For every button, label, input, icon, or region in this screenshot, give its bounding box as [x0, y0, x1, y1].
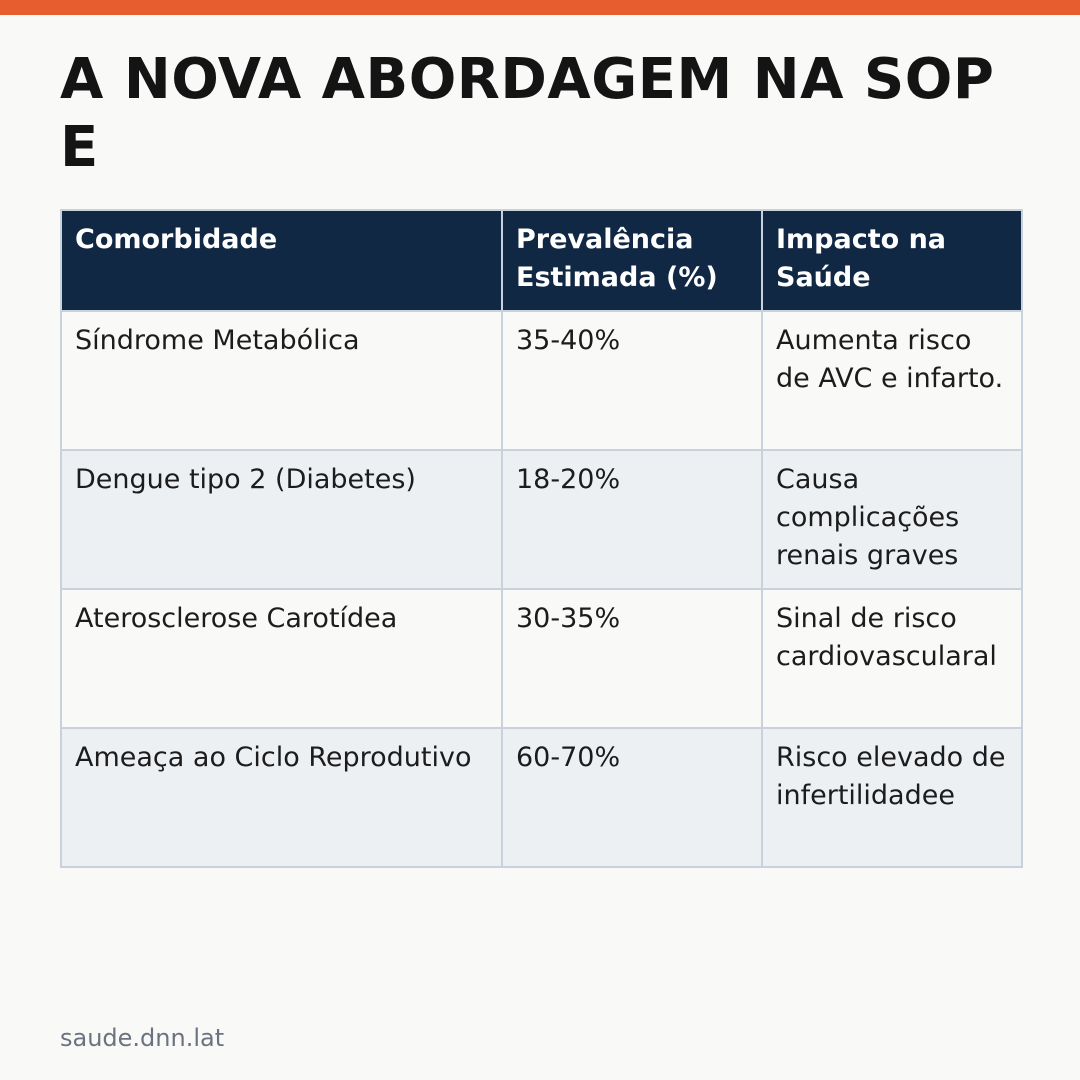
cell-prevalencia: 35-40%	[502, 311, 762, 450]
cell-comorbidade: Dengue tipo 2 (Diabetes)	[61, 450, 502, 589]
site-url: saude.dnn.lat	[60, 1024, 225, 1052]
page-title: A NOVA ABORDAGEM NA SOP E	[60, 47, 995, 180]
comorbidity-table	[60, 209, 1023, 868]
top-accent-bar	[0, 0, 1080, 15]
cell-impacto: Risco elevado de infertilidadee	[762, 728, 1022, 867]
table-body	[61, 311, 1022, 867]
table-row	[61, 589, 1022, 728]
table-header	[61, 210, 1022, 311]
cell-prevalencia: 30-35%	[502, 589, 762, 728]
cell-impacto: Sinal de risco cardiovascularal	[762, 589, 1022, 728]
column-header-impacto: Impacto na Saúde	[762, 210, 1022, 311]
table-header-row	[61, 210, 1022, 311]
table-row	[61, 311, 1022, 450]
column-header-comorbidade: Comorbidade	[61, 210, 502, 311]
cell-prevalencia: 18-20%	[502, 450, 762, 589]
column-header-prevalencia: Prevalência Estimada (%)	[502, 210, 762, 311]
cell-impacto: Aumenta risco de AVC e infarto.	[762, 311, 1022, 450]
table-row	[61, 450, 1022, 589]
cell-comorbidade: Síndrome Metabólica	[61, 311, 502, 450]
table-row	[61, 728, 1022, 867]
cell-comorbidade: Ameaça ao Ciclo Reprodutivo	[61, 728, 502, 867]
cell-comorbidade: Aterosclerose Carotídea	[61, 589, 502, 728]
cell-impacto: Causa complicações renais graves	[762, 450, 1022, 589]
cell-prevalencia: 60-70%	[502, 728, 762, 867]
